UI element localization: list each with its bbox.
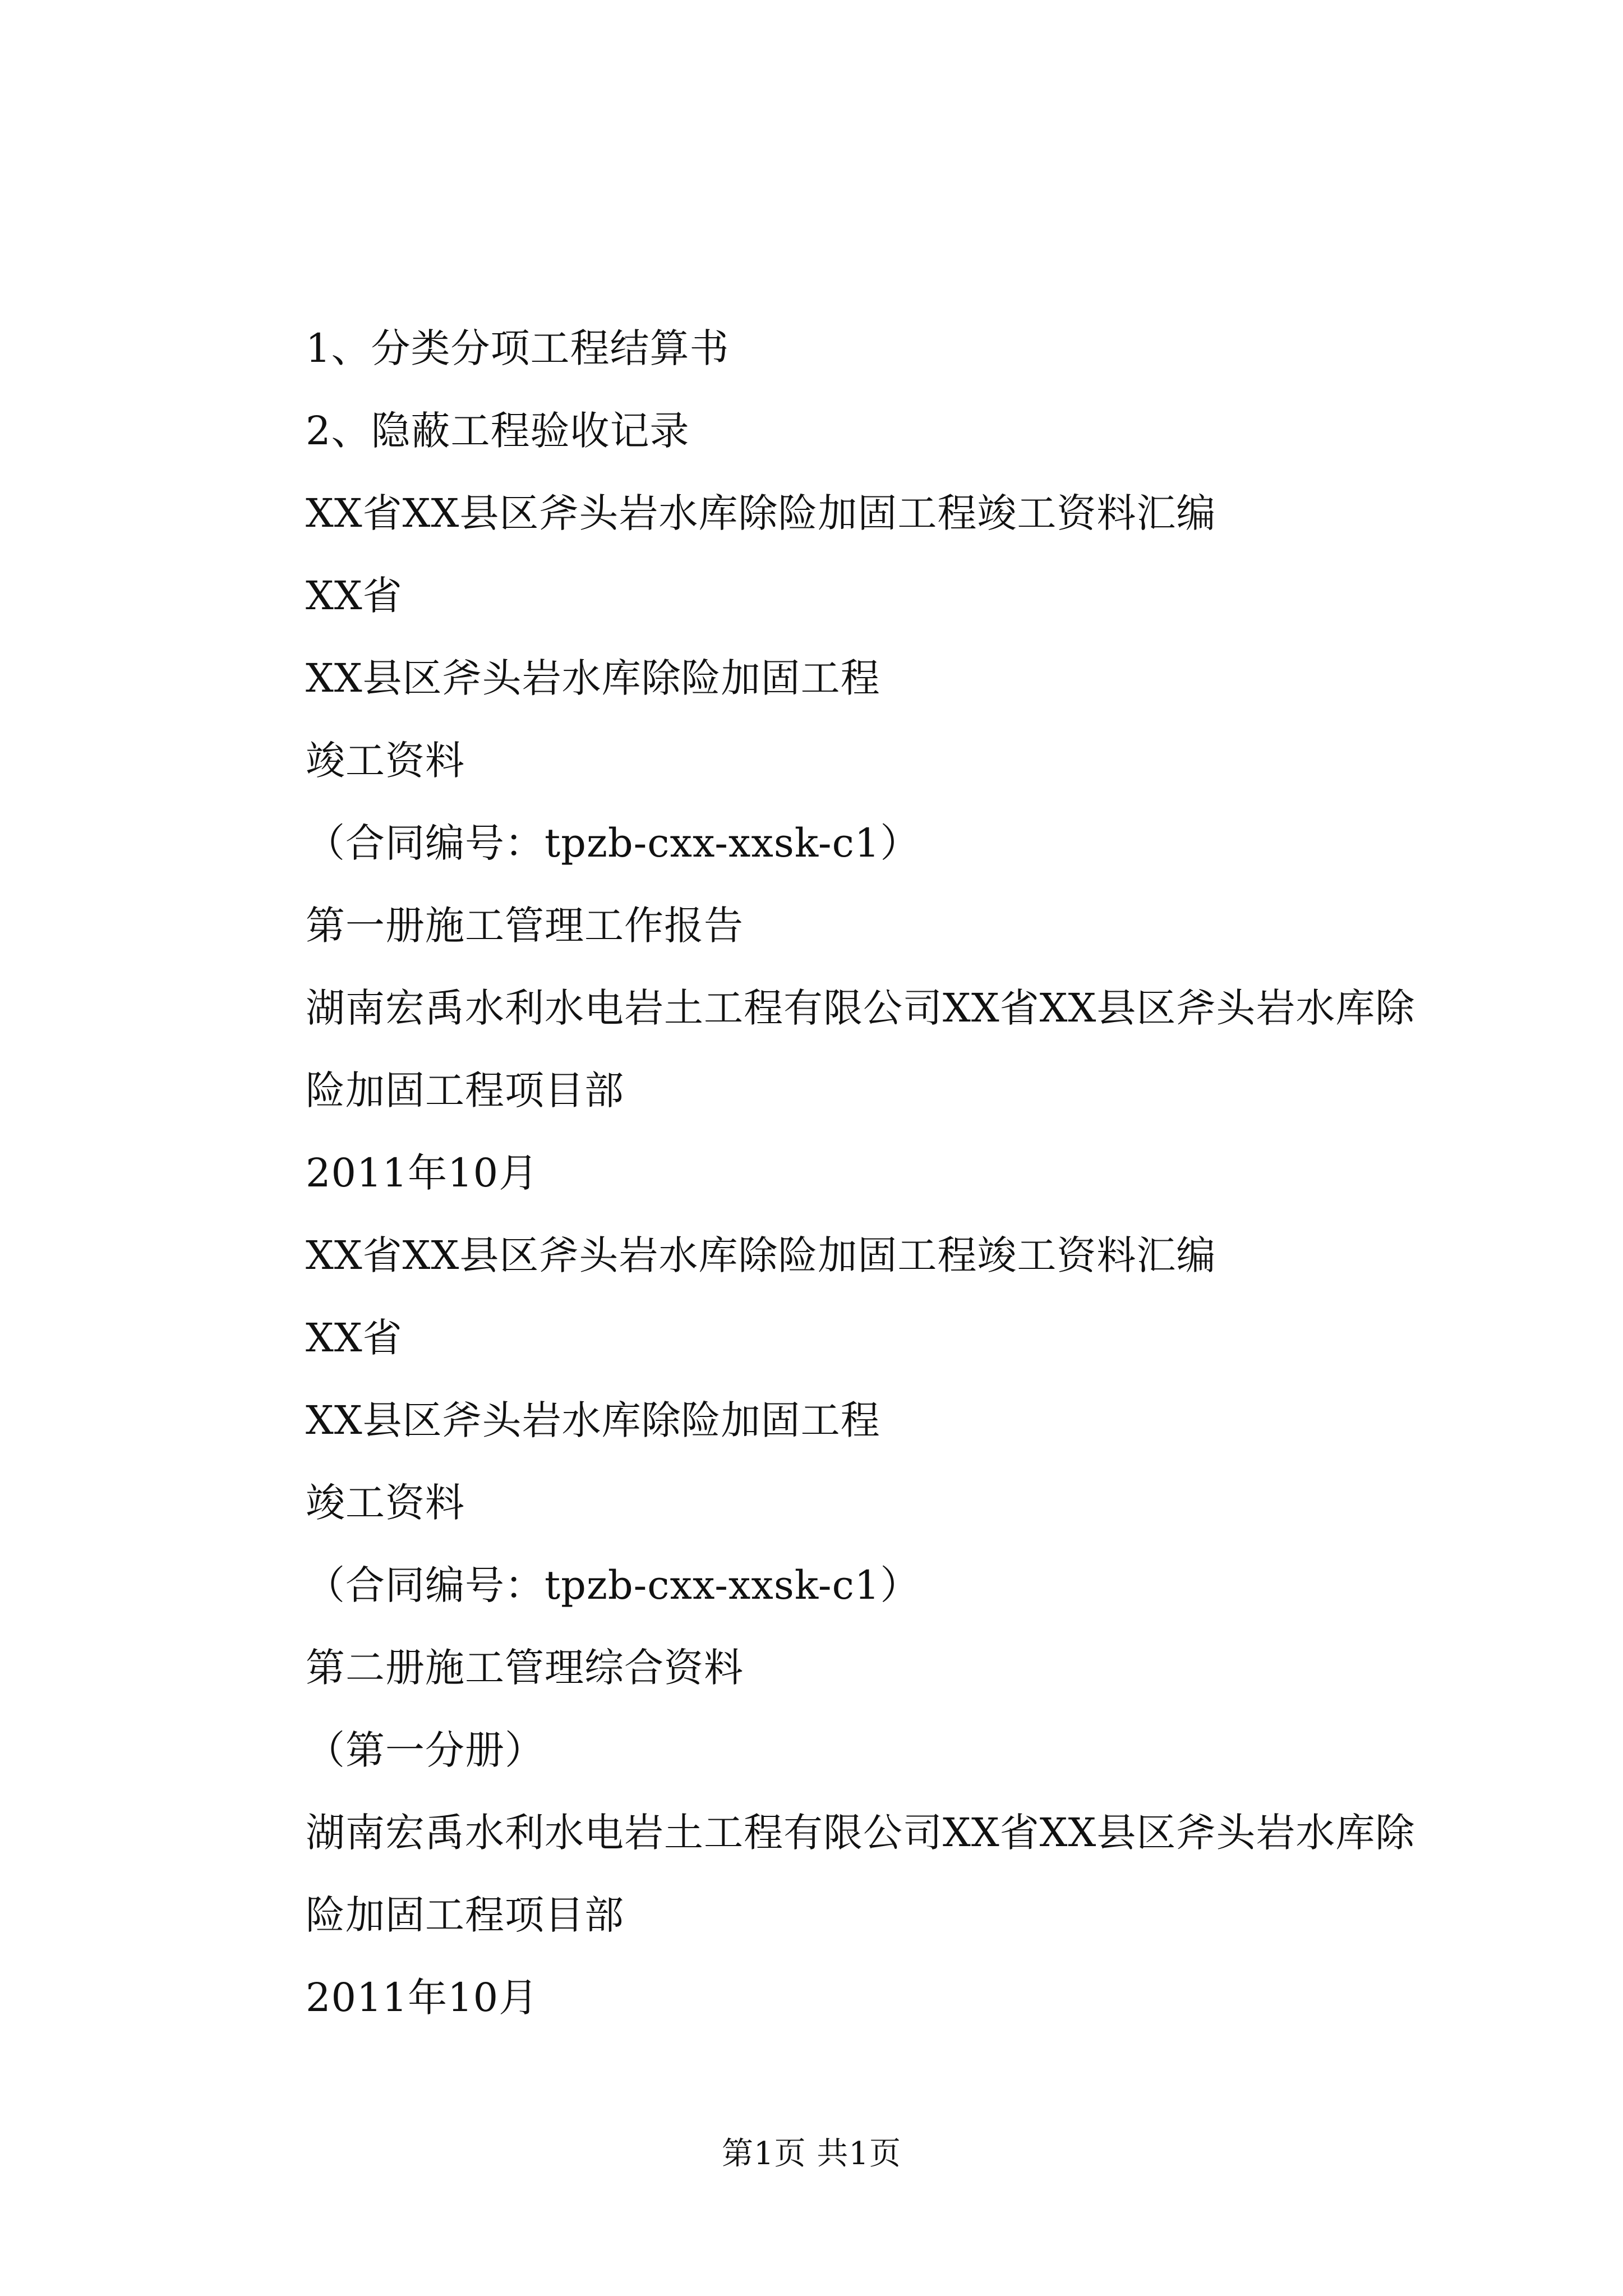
list-item-settlement: 1、分类分项工程结算书 <box>306 325 730 371</box>
company-project-dept: 湖南宏禹水利水电岩土工程有限公司XX省XX县区斧头岩水库除险加固工程项目部 <box>306 1810 1415 1938</box>
company-project-dept: 湖南宏禹水利水电岩土工程有限公司XX省XX县区斧头岩水库除险加固工程项目部 <box>306 985 1415 1114</box>
compilation-title: XX省XX县区斧头岩水库除险加固工程竣工资料汇编 <box>306 490 1216 536</box>
document-type: 竣工资料 <box>306 1480 465 1526</box>
document-date: 2011年10月 <box>306 1975 539 2021</box>
contract-number: （合同编号：tpzb-cxx-xxsk-c1） <box>306 1562 920 1608</box>
list-item-inspection-record: 2、隐蔽工程验收记录 <box>306 408 690 454</box>
project-name: XX县区斧头岩水库除险加固工程 <box>306 655 880 701</box>
province-label: XX省 <box>306 573 403 619</box>
page-footer: 第1页 共1页 <box>721 2136 902 2172</box>
document-body <box>218 307 1446 2039</box>
sub-volume-label: （第一分册） <box>306 1727 545 1773</box>
project-name: XX县区斧头岩水库除险加固工程 <box>306 1397 880 1443</box>
document-date: 2011年10月 <box>306 1150 539 1196</box>
volume-title: 第一册施工管理工作报告 <box>306 903 744 949</box>
province-label: XX省 <box>306 1315 403 1361</box>
document-type: 竣工资料 <box>306 738 465 784</box>
compilation-title: XX省XX县区斧头岩水库除险加固工程竣工资料汇编 <box>306 1232 1216 1278</box>
volume-title: 第二册施工管理综合资料 <box>306 1645 744 1691</box>
contract-number: （合同编号：tpzb-cxx-xxsk-c1） <box>306 820 920 866</box>
